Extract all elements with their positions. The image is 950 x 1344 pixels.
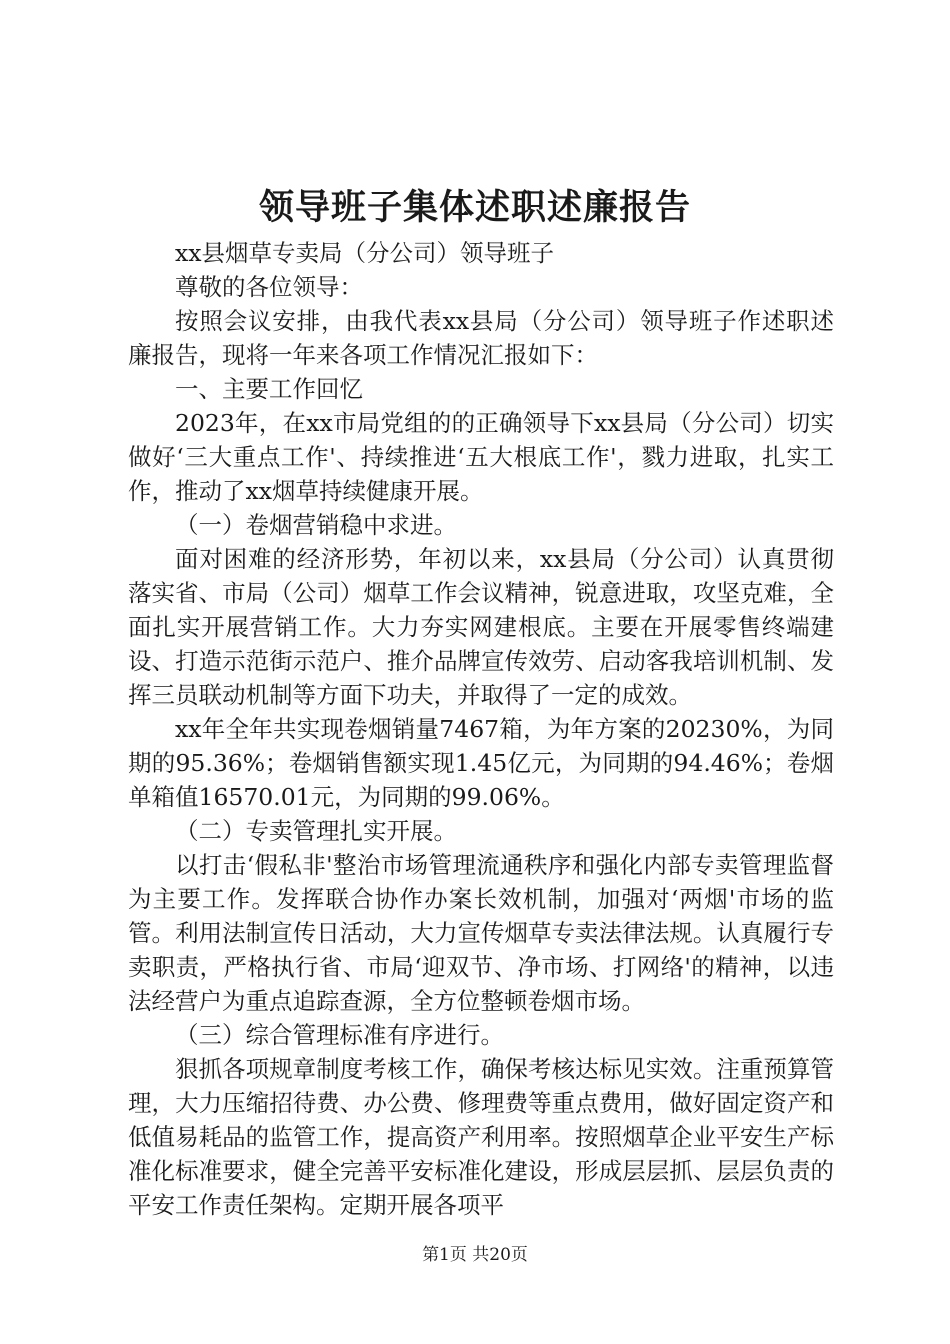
subsection-heading-1: （一）卷烟营销稳中求进。 (175, 511, 457, 539)
subsection-heading-3: （三）综合管理标准有序进行。 (175, 1021, 504, 1049)
paragraph-monopoly-management: 以打击‘假私非'整治市场管理流通秩序和强化内部专卖管理监督为主要工作。发挥联合协作办案长效机制，加强对‘两烟'市场的监管。利用法制宣传日活动，大力宣传烟草专卖法律法规。认真履行专卖职责，严格执行省、市局‘迎双节、净市场、打网络'的精神，以违法经营户为重点追踪查源，全方位整顿卷烟市场。 (128, 851, 834, 1015)
document-body (128, 236, 834, 1222)
paragraph-comprehensive-management: 狠抓各项规章制度考核工作，确保考核达标见实效。注重预算管理，大力压缩招待费、办公费、修理费等重点费用，做好固定资产和低值易耗品的监管工作，提高资产利用率。按照烟草企业平安生产标准化标准要求，健全完善平安标准化建设，形成层层抓、层层负责的平安工作责任架构。定期开展各项平 (128, 1055, 834, 1219)
subsection-heading-2: （二）专卖管理扎实开展。 (175, 817, 457, 845)
section-heading-1: 一、主要工作回忆 (175, 375, 363, 403)
page-footer: 第1页 共20页 (422, 1245, 528, 1265)
paragraph-marketing: 面对困难的经济形势，年初以来，xx县局（分公司）认真贯彻落实省、市局（公司）烟草工作会议精神，锐意进取，攻坚克难，全面扎实开展营销工作。大力夯实网建根底。主要在开展零售终端建设、打造示范街示范户、推介品牌宣传效劳、启动客我培训机制、发挥三员联动机制等方面下功夫，并取得了一定的成效。 (128, 545, 834, 709)
paragraph-overview: 2023年，在xx市局党组的的正确领导下xx县局（分公司）切实做好‘三大重点工作'、持续推进‘五大根底工作'，戮力进取，扎实工作，推动了xx烟草持续健康开展。 (128, 409, 834, 505)
paragraph-salutation: 尊敬的各位领导： (175, 273, 363, 301)
paragraph-intro: 按照会议安排，由我代表xx县局（分公司）领导班子作述职述廉报告，现将一年来各项工作情况汇报如下： (128, 307, 834, 369)
paragraph-sales-figures: xx年全年共实现卷烟销量7467箱，为年方案的20230%，为同期的95.36%；卷烟销售额实现1.45亿元，为同期的94.46%；卷烟单箱值16570.01元，为同期的99.06%。 (128, 715, 834, 811)
document-title: 领导班子集体述职述廉报告 (258, 187, 691, 228)
paragraph-recipient: xx县烟草专卖局（分公司）领导班子 (175, 239, 555, 267)
